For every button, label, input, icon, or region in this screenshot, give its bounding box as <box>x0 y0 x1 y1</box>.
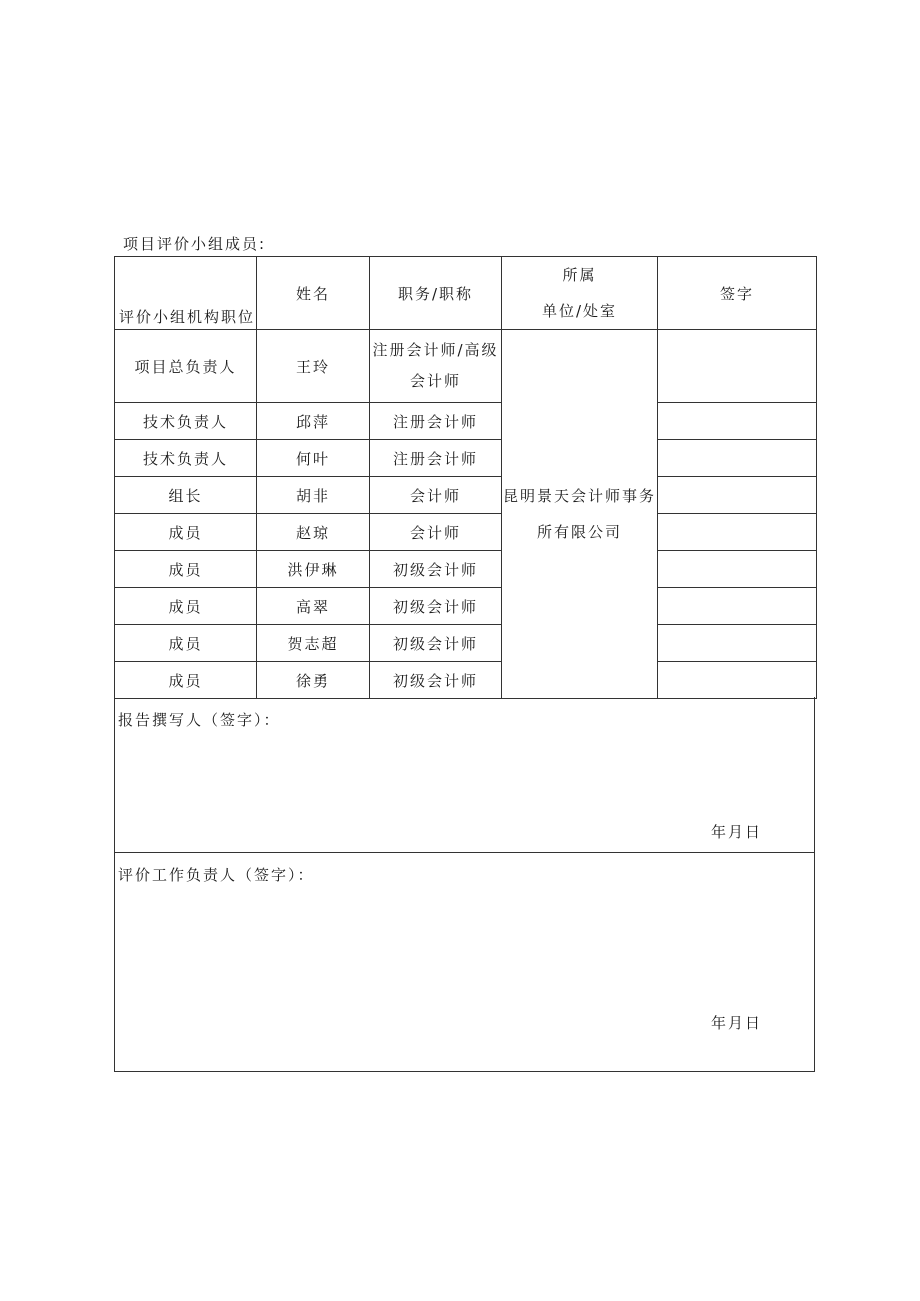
table-row <box>115 625 817 662</box>
cell-title <box>370 330 502 403</box>
cell-signature[interactable] <box>658 588 817 625</box>
cell-position: 成员 <box>115 551 257 588</box>
cell-position: 成员 <box>115 662 257 699</box>
evaluation-team-table <box>114 256 817 699</box>
report-writer-label: 报告撰写人（签字）： <box>118 711 281 729</box>
cell-title-line2: 会计师 <box>409 372 461 390</box>
cell-title: 初级会计师 <box>370 588 502 625</box>
cell-signature[interactable] <box>658 477 817 514</box>
cell-name: 贺志超 <box>257 625 370 662</box>
header-affiliation-line2: 单位/处室 <box>541 302 618 320</box>
cell-position: 成员 <box>115 588 257 625</box>
cell-title: 注册会计师 <box>370 403 502 440</box>
cell-name: 王玲 <box>257 330 370 403</box>
table-row <box>115 662 817 699</box>
table-row <box>115 440 817 477</box>
header-title: 职务/职称 <box>370 257 502 330</box>
cell-affiliation-line2: 所有限公司 <box>536 523 622 541</box>
table-row <box>115 588 817 625</box>
cell-name: 邱萍 <box>257 403 370 440</box>
table-row <box>115 551 817 588</box>
evaluation-lead-date-label: 年月日 <box>710 1014 762 1032</box>
cell-signature[interactable] <box>658 551 817 588</box>
report-writer-signature-box[interactable] <box>114 697 815 853</box>
cell-signature[interactable] <box>658 514 817 551</box>
cell-name: 胡非 <box>257 477 370 514</box>
cell-affiliation-line1: 昆明景天会计师事务 <box>502 487 656 505</box>
cell-title-line1: 注册会计师/高级 <box>372 341 499 359</box>
cell-title: 初级会计师 <box>370 625 502 662</box>
cell-signature[interactable] <box>658 330 817 403</box>
evaluation-lead-label: 评价工作负责人（签字）： <box>118 866 315 884</box>
header-position: 评价小组机构职位 <box>115 257 257 330</box>
cell-position: 成员 <box>115 514 257 551</box>
cell-position: 成员 <box>115 625 257 662</box>
header-name: 姓名 <box>257 257 370 330</box>
header-signature: 签字 <box>658 257 817 330</box>
header-affiliation <box>502 257 658 330</box>
cell-title: 初级会计师 <box>370 662 502 699</box>
cell-title: 会计师 <box>370 477 502 514</box>
cell-signature[interactable] <box>658 625 817 662</box>
cell-name: 洪伊琳 <box>257 551 370 588</box>
cell-signature[interactable] <box>658 403 817 440</box>
cell-title: 会计师 <box>370 514 502 551</box>
table-header-row <box>115 257 817 330</box>
cell-name: 高翠 <box>257 588 370 625</box>
cell-title: 初级会计师 <box>370 551 502 588</box>
cell-name: 徐勇 <box>257 662 370 699</box>
cell-signature[interactable] <box>658 662 817 699</box>
table-row <box>115 330 817 403</box>
cell-title: 注册会计师 <box>370 440 502 477</box>
cell-position: 技术负责人 <box>115 403 257 440</box>
table-row <box>115 403 817 440</box>
table-row <box>115 514 817 551</box>
header-affiliation-line1: 所属 <box>562 266 597 284</box>
cell-position: 项目总负责人 <box>115 330 257 403</box>
table-row <box>115 477 817 514</box>
cell-affiliation <box>502 330 658 699</box>
cell-name: 赵琼 <box>257 514 370 551</box>
cell-position: 组长 <box>115 477 257 514</box>
cell-signature[interactable] <box>658 440 817 477</box>
cell-name: 何叶 <box>257 440 370 477</box>
cell-position: 技术负责人 <box>115 440 257 477</box>
evaluation-lead-signature-box[interactable] <box>114 852 815 1072</box>
section-heading: 项目评价小组成员: <box>123 235 267 253</box>
report-writer-date-label: 年月日 <box>710 823 762 841</box>
